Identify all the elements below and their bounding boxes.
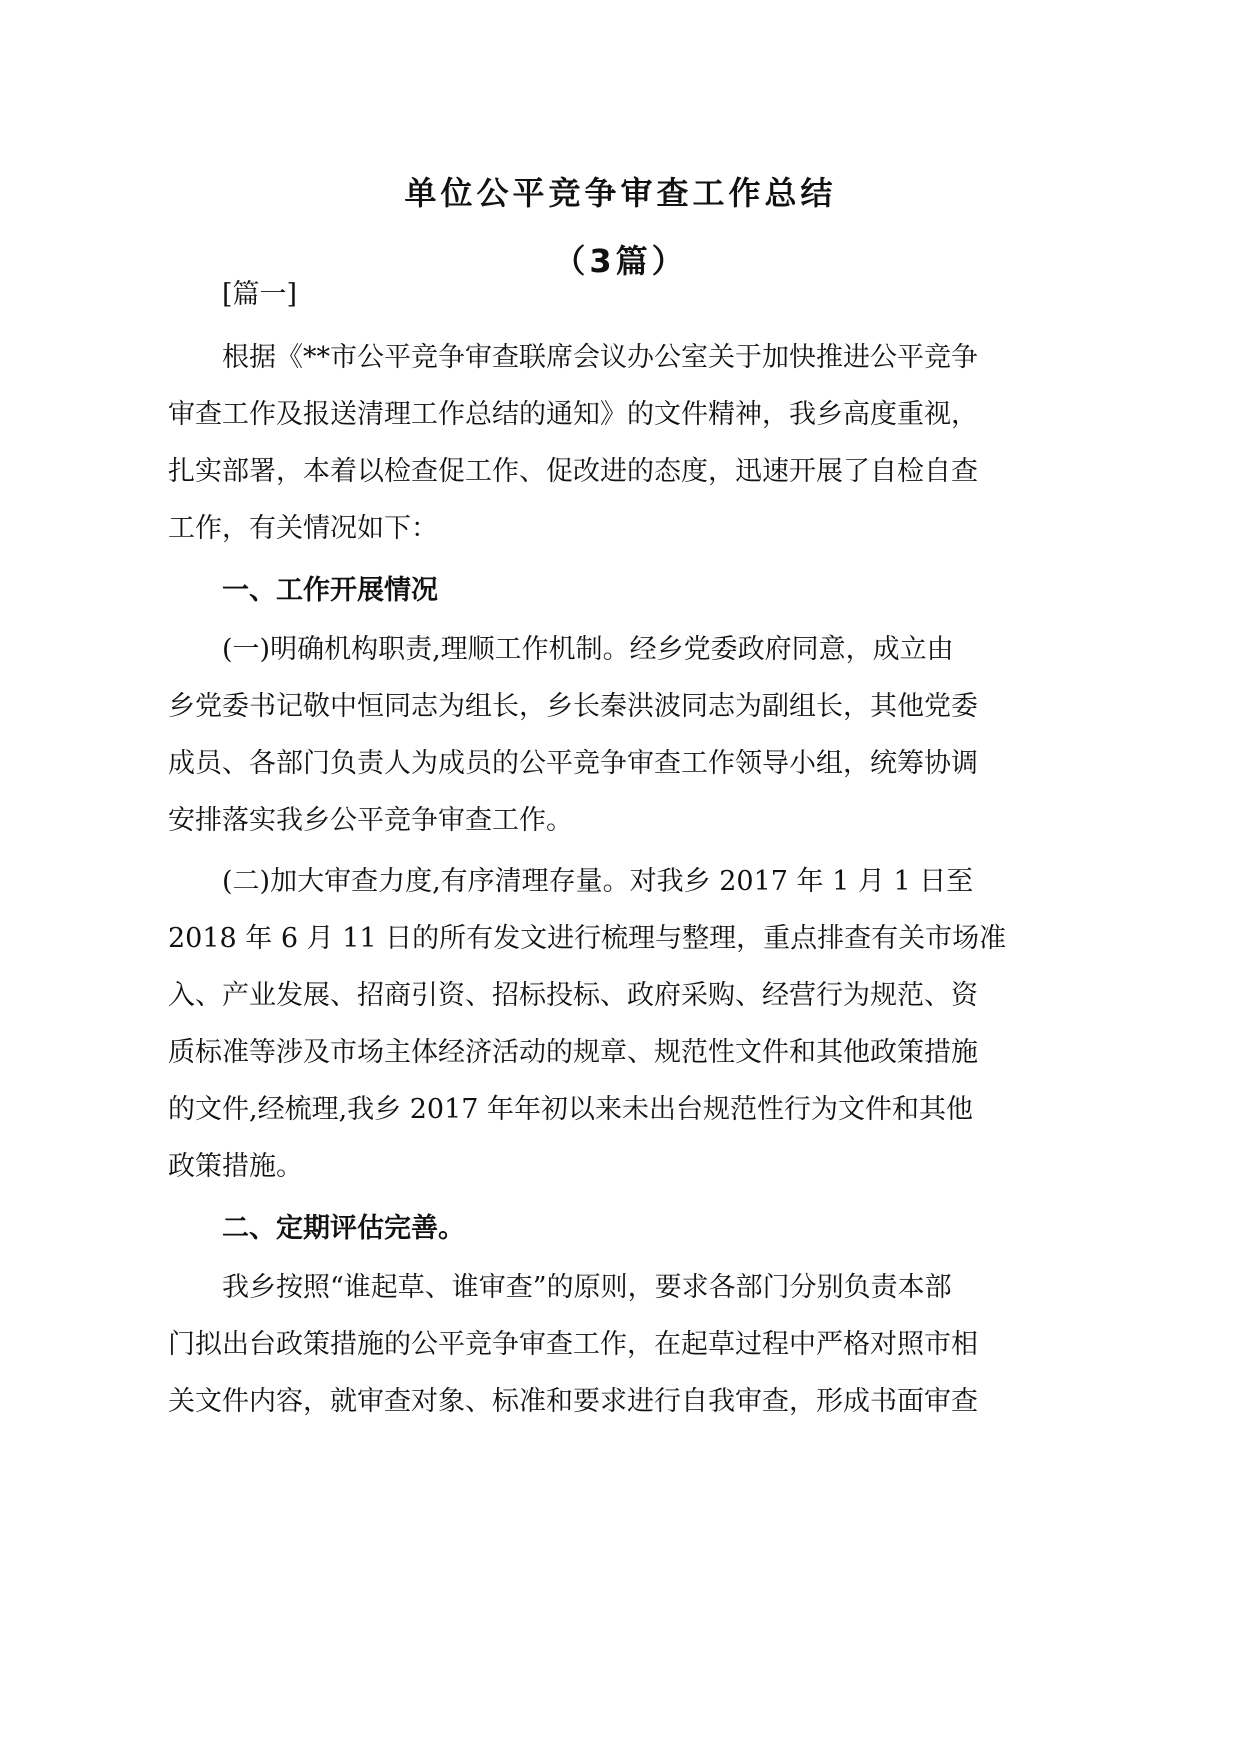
paragraph-line: 成员、各部门负责人为成员的公平竞争审查工作领导小组，统筹协调 xyxy=(168,748,978,779)
paragraph-line: 我乡按照“谁起草、谁审查”的原则，要求各部门分别负责本部 xyxy=(222,1272,952,1303)
paragraph-line: 2018 年 6 月 11 日的所有发文进行梳理与整理，重点排查有关市场准 xyxy=(168,923,1007,954)
section-heading: 二、定期评估完善。 xyxy=(222,1213,465,1244)
paragraph-line: 乡党委书记敬中恒同志为组长，乡长秦洪波同志为副组长，其他党委 xyxy=(168,691,978,722)
document-subtitle: （3篇） xyxy=(553,242,688,280)
document-title: 单位公平竞争审查工作总结 xyxy=(404,174,837,212)
paragraph-line: (一)明确机构职责,理顺工作机制。经乡党委政府同意，成立由 xyxy=(222,634,954,665)
paragraph-line: 政策措施。 xyxy=(168,1151,303,1182)
paragraph-line: 的文件,经梳理,我乡 2017 年年初以来未出台规范性行为文件和其他 xyxy=(168,1094,974,1125)
paragraph-line: 质标准等涉及市场主体经济活动的规章、规范性文件和其他政策措施 xyxy=(168,1037,978,1068)
section-label: [篇一] xyxy=(222,279,298,310)
paragraph-line: 门拟出台政策措施的公平竞争审查工作，在起草过程中严格对照市相 xyxy=(168,1329,978,1360)
paragraph-line: 根据《**市公平竞争审查联席会议办公室关于加快推进公平竞争 xyxy=(222,342,978,373)
paragraph-line: 关文件内容，就审查对象、标准和要求进行自我审查，形成书面审查 xyxy=(168,1386,978,1417)
paragraph-line: 入、产业发展、招商引资、招标投标、政府采购、经营行为规范、资 xyxy=(168,980,978,1011)
paragraph-line: 扎实部署，本着以检查促工作、促改进的态度，迅速开展了自检自查 xyxy=(168,456,978,487)
paragraph-line: (二)加大审查力度,有序清理存量。对我乡 2017 年 1 月 1 日至 xyxy=(222,866,974,897)
section-heading: 一、工作开展情况 xyxy=(222,575,438,606)
paragraph-line: 审查工作及报送清理工作总结的通知》的文件精神，我乡高度重视， xyxy=(168,399,978,430)
paragraph-line: 工作，有关情况如下： xyxy=(168,513,438,544)
paragraph-line: 安排落实我乡公平竞争审查工作。 xyxy=(168,805,573,836)
